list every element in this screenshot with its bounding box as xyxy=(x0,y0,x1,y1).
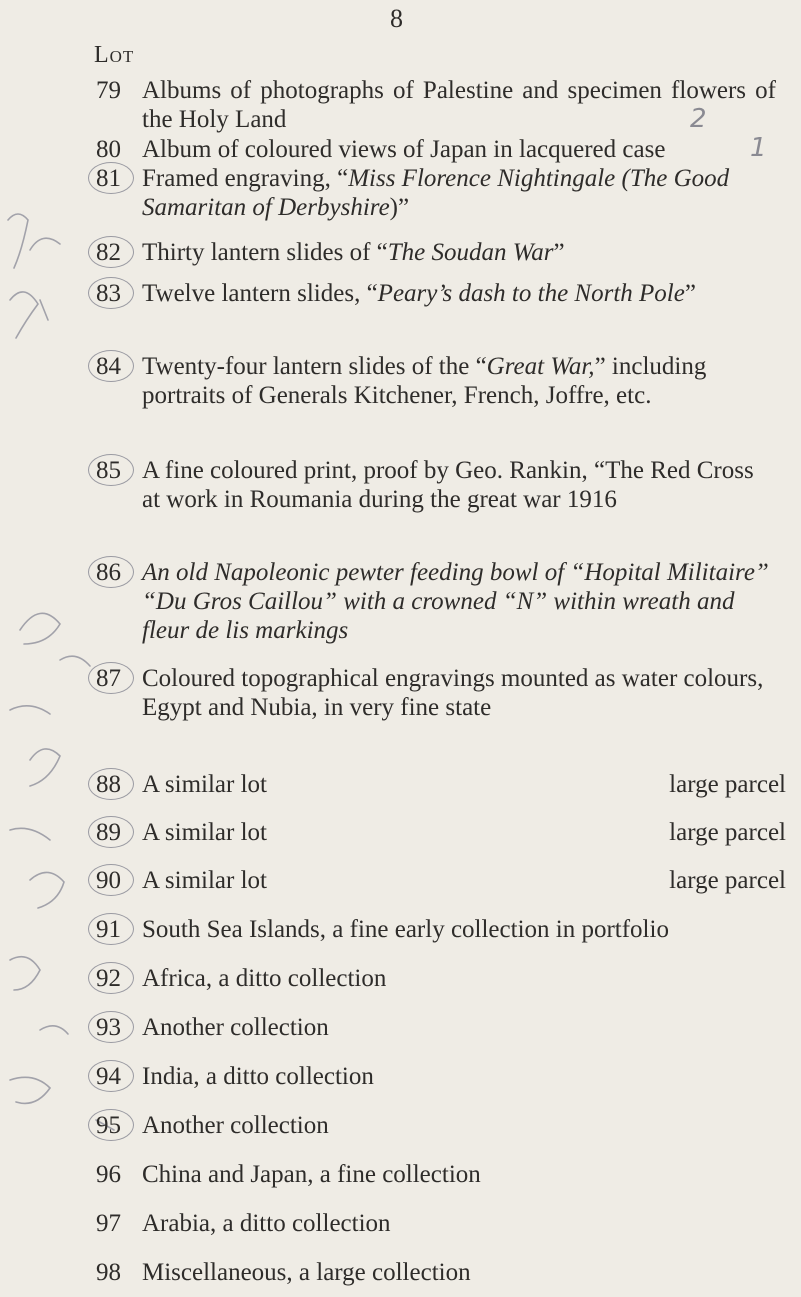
lot-description: Another collection xyxy=(142,1014,329,1041)
lot-description: Twenty-four lantern slides of the “Great War,” including portraits of Generals Kitchener, French, Joffre, etc. xyxy=(142,353,707,409)
lot-description: Framed engraving, “Miss Florence Nightingale (The Good Samaritan of Derbyshire)” xyxy=(142,165,730,221)
lot-description: Coloured topographical engravings mounted as water colours, Egypt and Nubia, in very fine state xyxy=(142,665,764,721)
lot-entry xyxy=(96,76,776,134)
lot-description: A similar lot xyxy=(142,867,267,894)
lot-entry xyxy=(96,1209,776,1238)
pencil-circle xyxy=(88,1109,134,1141)
lot-description: A fine coloured print, proof by Geo. Rankin, “The Red Cross at work in Roumania during the great war 1916 xyxy=(142,457,754,513)
lot-entry xyxy=(96,1160,776,1189)
lot-number: 84 xyxy=(96,353,121,380)
lot-number: 95 xyxy=(96,1112,121,1139)
pencil-circle xyxy=(88,1060,134,1092)
pencil-circle xyxy=(88,556,134,588)
lot-entry xyxy=(96,1111,776,1140)
lot-entry xyxy=(96,456,776,514)
lot-number: 92 xyxy=(96,965,121,992)
lot-description: South Sea Islands, a fine early collection in portfolio xyxy=(142,916,669,943)
pencil-circle xyxy=(88,350,134,382)
lot-quantity: large parcel xyxy=(669,771,786,798)
lot-number: 80 xyxy=(96,136,121,163)
lot-entry xyxy=(96,352,776,410)
lot-number: 81 xyxy=(96,165,121,192)
lot-description: A similar lot xyxy=(142,771,267,798)
lot-description: Album of coloured views of Japan in lacquered case xyxy=(142,136,666,163)
pencil-circle xyxy=(88,913,134,945)
lot-quantity: large parcel xyxy=(669,819,786,846)
lot-number: 79 xyxy=(96,77,121,104)
lot-description: Thirty lantern slides of “The Soudan War” xyxy=(142,239,565,266)
lot-entry xyxy=(96,964,776,993)
lot-number: 91 xyxy=(96,916,121,943)
pencil-circle xyxy=(88,454,134,486)
lot-description: India, a ditto collection xyxy=(142,1063,374,1090)
lot-entry xyxy=(96,558,776,645)
lot-quantity: large parcel xyxy=(669,867,786,894)
lot-number: 98 xyxy=(96,1259,121,1286)
lot-description: Africa, a ditto collection xyxy=(142,965,387,992)
lot-entry xyxy=(96,238,776,267)
lot-number: 97 xyxy=(96,1210,121,1237)
lot-entry xyxy=(96,770,786,799)
lot-number: 85 xyxy=(96,457,121,484)
pencil-circle xyxy=(88,1011,134,1043)
lot-description: Twelve lantern slides, “Peary’s dash to the North Pole” xyxy=(142,280,696,307)
pencil-circle xyxy=(88,662,134,694)
page-number: 8 xyxy=(390,4,404,33)
lot-number: 82 xyxy=(96,239,121,266)
lot-entry xyxy=(96,664,776,722)
lot-description: An old Napoleonic pewter feeding bowl of “Hopital Militaire” “Du Gros Caillou” with a crowned “N” within wreath and fleur de lis markings xyxy=(142,559,769,644)
pencil-circle xyxy=(88,864,134,896)
lot-number: 96 xyxy=(96,1161,121,1188)
lot-number: 83 xyxy=(96,280,121,307)
lot-description: A similar lot xyxy=(142,819,267,846)
pencil-circle xyxy=(88,768,134,800)
lot-number: 86 xyxy=(96,559,121,586)
lot-entry xyxy=(96,915,776,944)
lot-description: Arabia, a ditto collection xyxy=(142,1210,391,1237)
lot-entry xyxy=(96,279,776,308)
lot-entry xyxy=(96,1013,776,1042)
pencil-circle xyxy=(88,236,134,268)
lot-description: Albums of photographs of Palestine and specimen flowers of the Holy Land xyxy=(142,77,776,133)
lot-entry xyxy=(96,135,736,164)
pencil-annotation: 2 xyxy=(690,104,707,134)
lot-description: Another collection xyxy=(142,1112,329,1139)
lot-entry xyxy=(96,1062,776,1091)
lot-description: Miscellaneous, a large collection xyxy=(142,1259,471,1286)
pencil-annotation: 1 xyxy=(750,133,767,163)
lot-number: 88 xyxy=(96,771,121,798)
lot-number: 89 xyxy=(96,819,121,846)
lot-description: China and Japan, a fine collection xyxy=(142,1161,481,1188)
pencil-circle xyxy=(88,277,134,309)
pencil-circle xyxy=(88,962,134,994)
lot-entry xyxy=(96,866,786,895)
lot-column-heading: Lot xyxy=(94,42,135,68)
pencil-circle xyxy=(88,816,134,848)
lot-entry xyxy=(96,818,786,847)
lot-number: 87 xyxy=(96,665,121,692)
lot-number: 94 xyxy=(96,1063,121,1090)
lot-entry xyxy=(96,164,756,222)
lot-entry xyxy=(96,1258,776,1287)
pencil-circle xyxy=(88,162,134,194)
lot-number: 90 xyxy=(96,867,121,894)
lot-number: 93 xyxy=(96,1014,121,1041)
